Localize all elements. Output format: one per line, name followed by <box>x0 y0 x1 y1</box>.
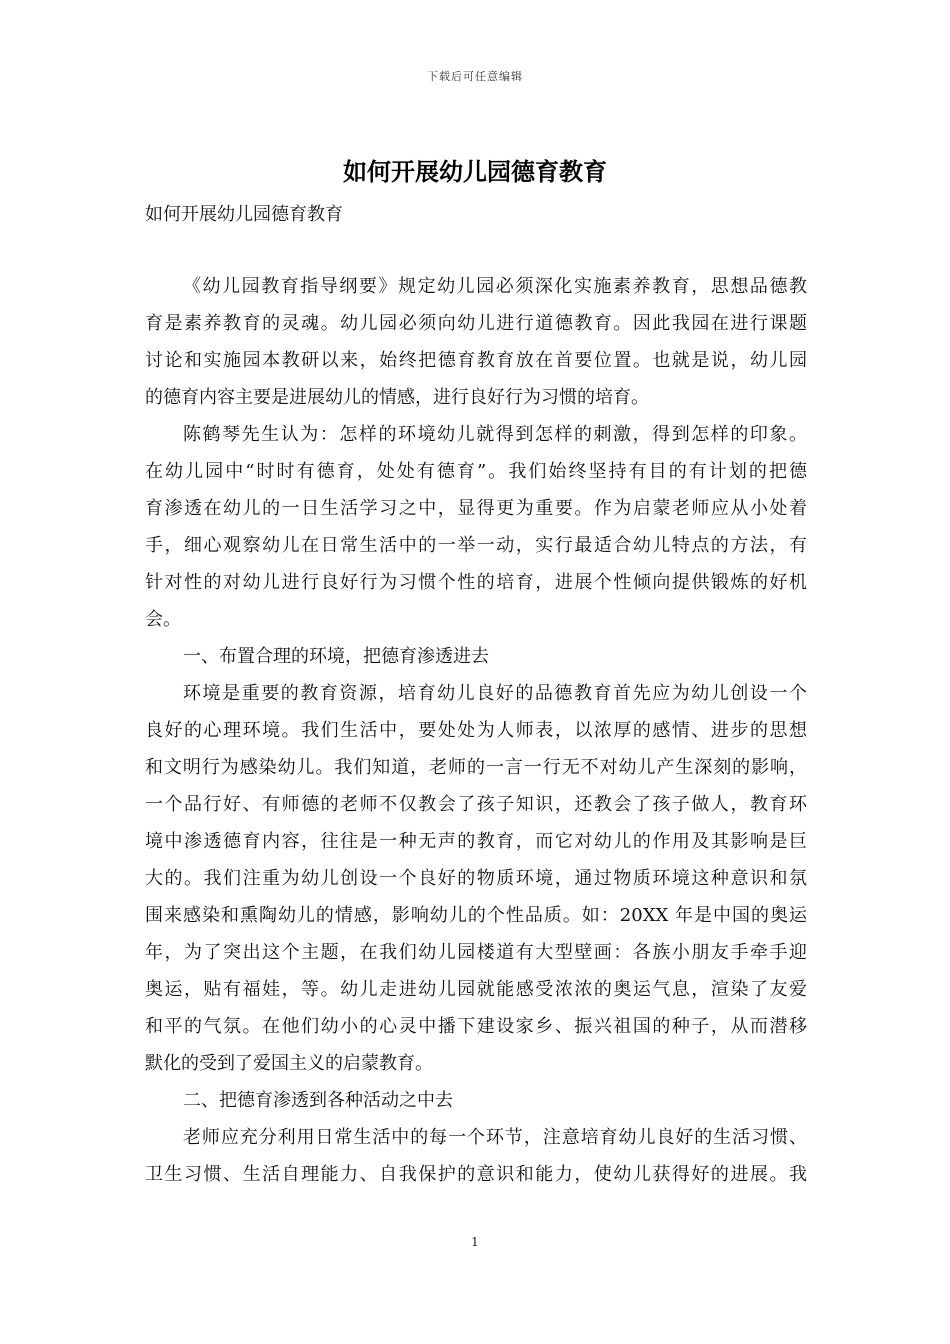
page-number: 1 <box>471 1235 479 1249</box>
paragraph-line: 环境是重要的教育资源，培育幼儿良好的品德教育首先应为幼儿创设一个 <box>183 683 807 704</box>
paragraph-line: 育渗透在幼儿的一日生活学习之中，显得更为重要。作为启蒙老师应从小处着 <box>145 498 807 519</box>
paragraph-line: 卫生习惯、生活自理能力、自我保护的意识和能力，使幼儿获得好的进展。我 <box>145 1164 807 1185</box>
paragraph <box>145 675 807 1082</box>
paragraph-line: 奥运，贴有福娃，等。幼儿走进幼儿园就能感受浓浓的奥运气息，渲染了友爱 <box>145 979 807 1000</box>
paragraph <box>145 1119 807 1193</box>
paragraph-line: 育是素养教育的灵魂。幼儿园必须向幼儿进行道德教育。因此我园在进行课题 <box>145 313 807 334</box>
paragraph-line: 大的。我们注重为幼儿创设一个良好的物质环境，通过物质环境这种意识和氛 <box>145 868 807 889</box>
paragraph-line: 针对性的对幼儿进行良好行为习惯个性的培育，进展个性倾向提供锻炼的好机 <box>145 572 807 593</box>
document-body <box>145 268 807 1193</box>
section-heading <box>145 638 807 675</box>
paragraph-line: 讨论和实施园本教研以来，始终把德育教育放在首要位置。也就是说，幼儿园 <box>145 350 807 371</box>
paragraph-line: 老师应充分利用日常生活中的每一个环节，注意培育幼儿良好的生活习惯、 <box>183 1127 807 1148</box>
paragraph-line: 一个品行好、有师德的老师不仅教会了孩子知识，还教会了孩子做人，教育环 <box>145 794 807 815</box>
heading-line: 二、把德育渗透到各种活动之中去 <box>183 1090 453 1111</box>
document-subtitle: 如何开展幼儿园德育教育 <box>145 204 343 225</box>
paragraph-line: 会。 <box>145 609 181 630</box>
paragraph-line: 围来感染和熏陶幼儿的情感，影响幼儿的个性品质。如：20XX 年是中国的奥运 <box>145 905 807 926</box>
paragraph <box>145 268 807 416</box>
document-title: 如何开展幼儿园德育教育 <box>343 157 607 186</box>
paragraph-line: 和文明行为感染幼儿。我们知道，老师的一言一行无不对幼儿产生深刻的影响， <box>145 757 807 778</box>
paragraph-line: 手，细心观察幼儿在日常生活中的一举一动，实行最适合幼儿特点的方法，有 <box>145 535 807 556</box>
paragraph-line: 《幼儿园教育指导纲要》规定幼儿园必须深化实施素养教育，思想品德教 <box>183 276 807 297</box>
paragraph-line: 默化的受到了爱国主义的启蒙教育。 <box>145 1053 433 1074</box>
paragraph-line: 境中渗透德育内容，往往是一种无声的教育，而它对幼儿的作用及其影响是巨 <box>145 831 807 852</box>
paragraph-line: 和平的气氛。在他们幼小的心灵中播下建设家乡、振兴祖国的种子，从而潜移 <box>145 1016 807 1037</box>
paragraph-line: 陈鹤琴先生认为：怎样的环境幼儿就得到怎样的刺激，得到怎样的印象。 <box>183 424 807 445</box>
section-heading <box>145 1082 807 1119</box>
paragraph <box>145 416 807 638</box>
paragraph-line: 良好的心理环境。我们生活中，要处处为人师表，以浓厚的感情、进步的思想 <box>145 720 807 741</box>
heading-line: 一、布置合理的环境，把德育渗透进去 <box>183 646 489 667</box>
paragraph-line: 在幼儿园中“时时有德育，处处有德育”。我们始终坚持有目的有计划的把德 <box>145 461 807 482</box>
paragraph-line: 的德育内容主要是进展幼儿的情感，进行良好行为习惯的培育。 <box>145 387 649 408</box>
header-note: 下载后可任意编辑 <box>427 70 523 83</box>
paragraph-line: 年，为了突出这个主题，在我们幼儿园楼道有大型壁画：各族小朋友手牵手迎 <box>145 942 807 963</box>
